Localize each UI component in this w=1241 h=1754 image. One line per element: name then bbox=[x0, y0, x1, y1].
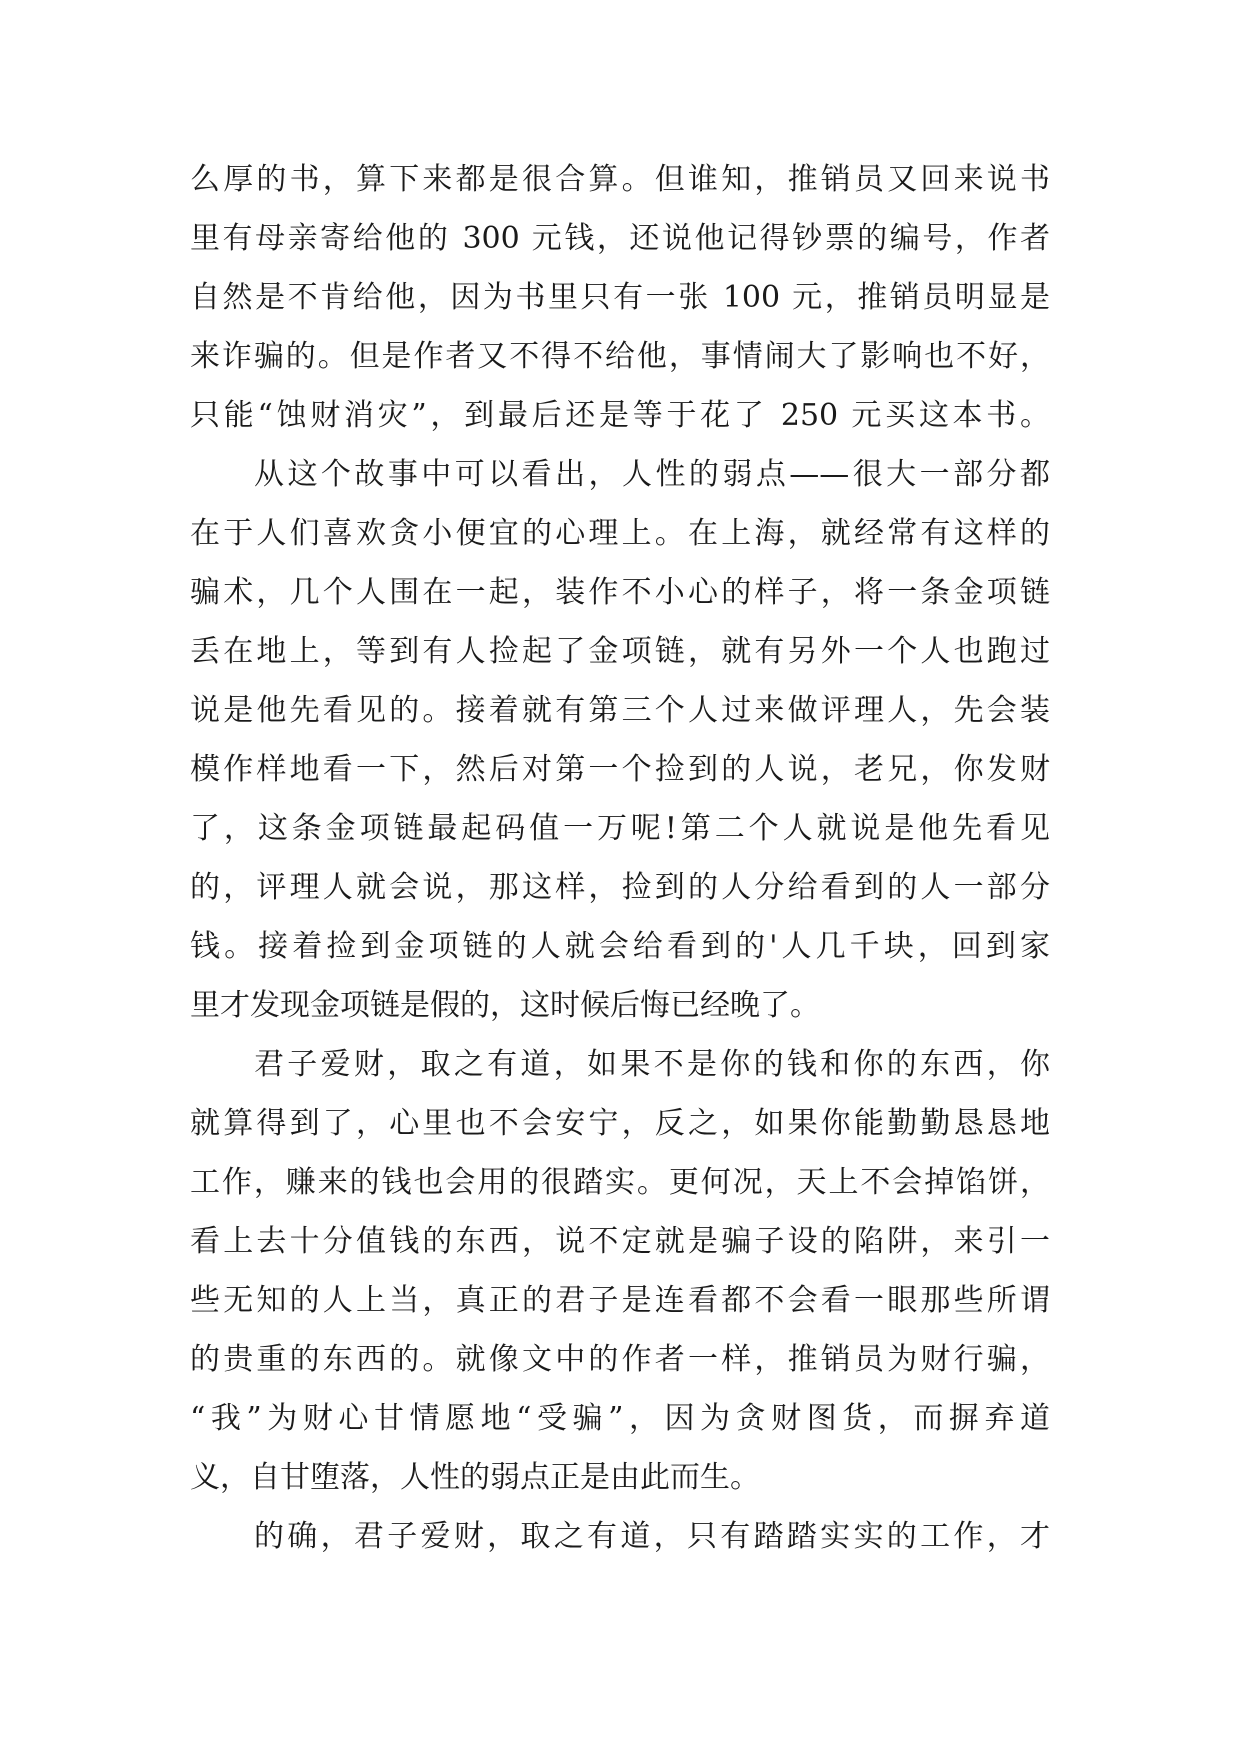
text-line: 么厚的书，算下来都是很合算。但谁知，推销员又回来说书 bbox=[190, 162, 1050, 197]
paragraph bbox=[190, 1035, 1050, 1507]
text-line: 的，评理人就会说，那这样，捡到的人分给看到的人一部分 bbox=[190, 870, 1050, 905]
text-line: 了，这条金项链最起码值一万呢!第二个人就说是他先看见 bbox=[190, 811, 1050, 846]
text-line: 骗术，几个人围在一起，装作不小心的样子，将一条金项链 bbox=[190, 575, 1050, 610]
text-line: 里才发现金项链是假的，这时候后悔已经晚了。 bbox=[190, 988, 820, 1023]
text-line: 就算得到了，心里也不会安宁，反之，如果你能勤勤恳恳地 bbox=[190, 1106, 1050, 1141]
text-line: 的确，君子爱财，取之有道，只有踏踏实实的工作，才 bbox=[254, 1519, 1050, 1554]
text-line: 工作，赚来的钱也会用的很踏实。更何况，天上不会掉馅饼， bbox=[190, 1165, 1050, 1200]
text-line: 说是他先看见的。接着就有第三个人过来做评理人，先会装 bbox=[190, 693, 1050, 728]
text-line: “我”为财心甘情愿地“受骗”，因为贪财图货，而摒弃道 bbox=[190, 1401, 1050, 1436]
text-line: 自然是不肯给他，因为书里只有一张 100 元，推销员明显是 bbox=[190, 280, 1050, 315]
text-line: 只能“蚀财消灾”，到最后还是等于花了 250 元买这本书。 bbox=[190, 398, 1050, 433]
paragraph bbox=[190, 445, 1050, 1035]
text-line: 来诈骗的。但是作者又不得不给他，事情闹大了影响也不好， bbox=[190, 339, 1050, 374]
paragraph bbox=[190, 1507, 1050, 1566]
text-line: 里有母亲寄给他的 300 元钱，还说他记得钞票的编号，作者 bbox=[190, 221, 1050, 256]
text-line: 从这个故事中可以看出，人性的弱点——很大一部分都 bbox=[254, 457, 1050, 492]
document-body bbox=[190, 150, 1050, 1566]
text-line: 的贵重的东西的。就像文中的作者一样，推销员为财行骗， bbox=[190, 1342, 1050, 1377]
text-line: 在于人们喜欢贪小便宜的心理上。在上海，就经常有这样的 bbox=[190, 516, 1050, 551]
paragraph bbox=[190, 150, 1050, 445]
text-line: 看上去十分值钱的东西，说不定就是骗子设的陷阱，来引一 bbox=[190, 1224, 1050, 1259]
text-line: 义，自甘堕落，人性的弱点正是由此而生。 bbox=[190, 1460, 760, 1495]
text-line: 钱。接着捡到金项链的人就会给看到的'人几千块，回到家 bbox=[190, 929, 1050, 964]
text-line: 丢在地上，等到有人捡起了金项链，就有另外一个人也跑过 bbox=[190, 634, 1050, 669]
text-line: 些无知的人上当，真正的君子是连看都不会看一眼那些所谓 bbox=[190, 1283, 1050, 1318]
text-line: 模作样地看一下，然后对第一个捡到的人说，老兄，你发财 bbox=[190, 752, 1050, 787]
text-line: 君子爱财，取之有道，如果不是你的钱和你的东西，你 bbox=[254, 1047, 1050, 1082]
